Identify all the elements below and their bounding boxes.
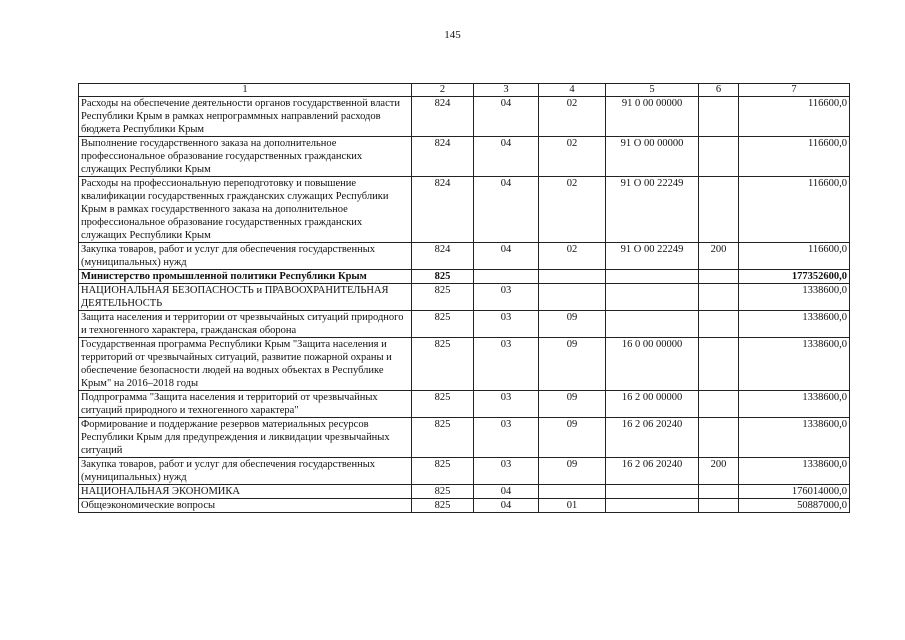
table-row xyxy=(79,338,850,391)
row-subsection xyxy=(539,270,606,284)
row-grbs: 825 xyxy=(412,270,474,284)
row-subsection: 02 xyxy=(539,243,606,270)
header-col-5: 5 xyxy=(606,84,699,97)
row-expense-type: 200 xyxy=(699,458,739,485)
row-grbs: 825 xyxy=(412,418,474,458)
table-row xyxy=(79,97,850,137)
row-name: Формирование и поддержание резервов материальных ресурсов Республики Крым для предупреждения и ликвидации чрезвычайных ситуаций xyxy=(79,418,412,458)
row-name: НАЦИОНАЛЬНАЯ ЭКОНОМИКА xyxy=(79,485,412,499)
row-grbs: 824 xyxy=(412,177,474,243)
row-section: 03 xyxy=(474,311,539,338)
row-amount: 116600,0 xyxy=(739,137,850,177)
table-row xyxy=(79,243,850,270)
table-row xyxy=(79,485,850,499)
row-section xyxy=(474,270,539,284)
row-subsection: 09 xyxy=(539,338,606,391)
row-name: НАЦИОНАЛЬНАЯ БЕЗОПАСНОСТЬ и ПРАВООХРАНИТЕЛЬНАЯ ДЕЯТЕЛЬНОСТЬ xyxy=(79,284,412,311)
header-col-6: 6 xyxy=(699,84,739,97)
row-name: Выполнение государственного заказа на дополнительное профессиональное образование государственных гражданских служащих Республики Крым xyxy=(79,137,412,177)
table-row xyxy=(79,418,850,458)
row-section: 04 xyxy=(474,499,539,513)
row-subsection: 09 xyxy=(539,458,606,485)
row-section: 04 xyxy=(474,243,539,270)
table-row xyxy=(79,391,850,418)
row-expense-type xyxy=(699,97,739,137)
table-row xyxy=(79,311,850,338)
row-name: Государственная программа Республики Крым "Защита населения и территорий от чрезвычайных ситуаций, развитие пожарной охраны и обеспечение безопасности людей на водных объектах в Республике Крым" на 2016–2018 годы xyxy=(79,338,412,391)
row-name: Защита населения и территории от чрезвычайных ситуаций природного и техногенного характера, гражданская оборона xyxy=(79,311,412,338)
table-row xyxy=(79,177,850,243)
row-subsection: 09 xyxy=(539,311,606,338)
row-section: 04 xyxy=(474,177,539,243)
row-section: 03 xyxy=(474,418,539,458)
row-grbs: 825 xyxy=(412,391,474,418)
budget-table xyxy=(78,83,850,513)
row-subsection: 09 xyxy=(539,391,606,418)
row-expense-type xyxy=(699,499,739,513)
table-row xyxy=(79,137,850,177)
row-section: 04 xyxy=(474,137,539,177)
row-expense-type xyxy=(699,485,739,499)
row-section: 03 xyxy=(474,391,539,418)
row-target-article xyxy=(606,270,699,284)
row-grbs: 824 xyxy=(412,137,474,177)
row-expense-type xyxy=(699,311,739,338)
row-subsection xyxy=(539,485,606,499)
table-body xyxy=(79,97,850,513)
row-target-article: 16 2 00 00000 xyxy=(606,391,699,418)
row-name: Расходы на обеспечение деятельности органов государственной власти Республики Крым в рамках непрограммных направлений расходов бюджета Республики Крым xyxy=(79,97,412,137)
row-grbs: 825 xyxy=(412,284,474,311)
header-col-3: 3 xyxy=(474,84,539,97)
row-amount: 1338600,0 xyxy=(739,458,850,485)
row-name: Общеэкономические вопросы xyxy=(79,499,412,513)
row-target-article: 91 0 00 00000 xyxy=(606,97,699,137)
row-subsection: 01 xyxy=(539,499,606,513)
table-header-row xyxy=(79,84,850,97)
row-target-article xyxy=(606,284,699,311)
row-expense-type xyxy=(699,177,739,243)
header-col-2: 2 xyxy=(412,84,474,97)
row-amount: 176014000,0 xyxy=(739,485,850,499)
row-target-article: 91 О 00 22249 xyxy=(606,243,699,270)
row-subsection: 09 xyxy=(539,418,606,458)
row-amount: 116600,0 xyxy=(739,97,850,137)
row-expense-type xyxy=(699,137,739,177)
row-subsection xyxy=(539,284,606,311)
row-grbs: 825 xyxy=(412,311,474,338)
table-row xyxy=(79,458,850,485)
row-name: Закупка товаров, работ и услуг для обеспечения государственных (муниципальных) нужд xyxy=(79,243,412,270)
row-grbs: 825 xyxy=(412,485,474,499)
row-amount: 1338600,0 xyxy=(739,391,850,418)
row-target-article: 16 2 06 20240 xyxy=(606,418,699,458)
row-amount: 1338600,0 xyxy=(739,338,850,391)
row-target-article: 16 0 00 00000 xyxy=(606,338,699,391)
row-name: Расходы на профессиональную переподготовку и повышение квалификации государственных гражданских служащих Республики Крым в рамках государственного заказа на дополнительное профессиональное образование государственных гражданских служащих Республики Крым xyxy=(79,177,412,243)
row-amount: 177352600,0 xyxy=(739,270,850,284)
row-target-article: 16 2 06 20240 xyxy=(606,458,699,485)
row-grbs: 824 xyxy=(412,243,474,270)
row-expense-type xyxy=(699,284,739,311)
row-expense-type xyxy=(699,338,739,391)
row-section: 04 xyxy=(474,485,539,499)
row-grbs: 824 xyxy=(412,97,474,137)
page-number: 145 xyxy=(444,29,461,41)
table-row xyxy=(79,270,850,284)
row-section: 03 xyxy=(474,284,539,311)
row-subsection: 02 xyxy=(539,97,606,137)
row-amount: 116600,0 xyxy=(739,177,850,243)
row-name: Министерство промышленной политики Республики Крым xyxy=(79,270,412,284)
row-grbs: 825 xyxy=(412,499,474,513)
row-subsection: 02 xyxy=(539,177,606,243)
row-expense-type xyxy=(699,270,739,284)
row-amount: 116600,0 xyxy=(739,243,850,270)
row-amount: 1338600,0 xyxy=(739,311,850,338)
row-section: 03 xyxy=(474,338,539,391)
header-col-7: 7 xyxy=(739,84,850,97)
row-section: 04 xyxy=(474,97,539,137)
row-grbs: 825 xyxy=(412,458,474,485)
row-amount: 50887000,0 xyxy=(739,499,850,513)
row-subsection: 02 xyxy=(539,137,606,177)
row-target-article: 91 О 00 22249 xyxy=(606,177,699,243)
header-col-1: 1 xyxy=(79,84,412,97)
row-name: Подпрограмма "Защита населения и территорий от чрезвычайных ситуаций природного и техногенного характера" xyxy=(79,391,412,418)
row-target-article: 91 О 00 00000 xyxy=(606,137,699,177)
row-amount: 1338600,0 xyxy=(739,418,850,458)
row-amount: 1338600,0 xyxy=(739,284,850,311)
header-col-4: 4 xyxy=(539,84,606,97)
row-section: 03 xyxy=(474,458,539,485)
row-target-article xyxy=(606,311,699,338)
row-expense-type: 200 xyxy=(699,243,739,270)
row-target-article xyxy=(606,499,699,513)
table-row xyxy=(79,284,850,311)
row-grbs: 825 xyxy=(412,338,474,391)
row-expense-type xyxy=(699,391,739,418)
row-name: Закупка товаров, работ и услуг для обеспечения государственных (муниципальных) нужд xyxy=(79,458,412,485)
table-row xyxy=(79,499,850,513)
row-expense-type xyxy=(699,418,739,458)
row-target-article xyxy=(606,485,699,499)
